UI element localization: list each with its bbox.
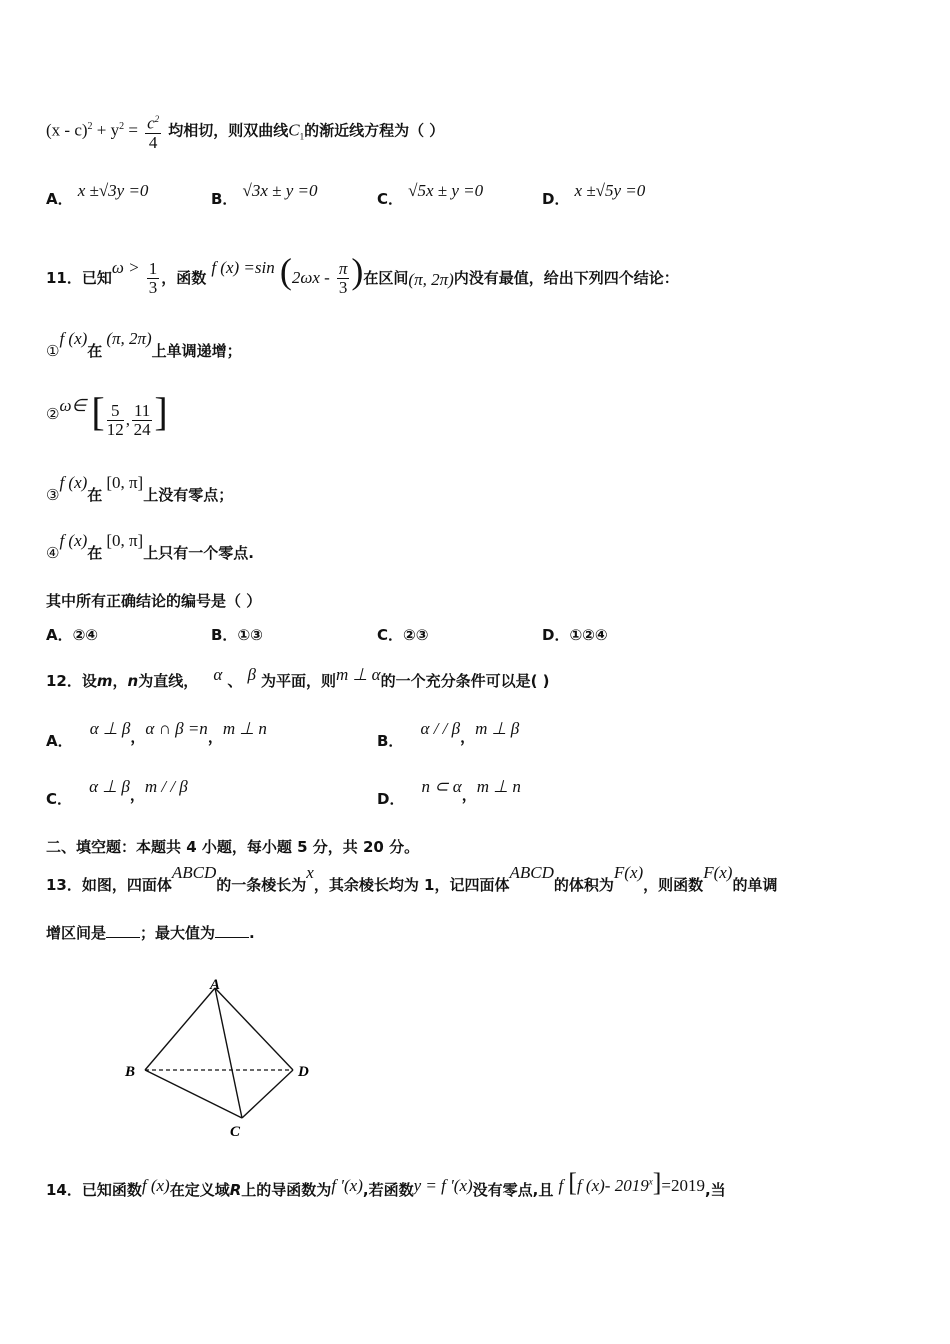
q13-line-2: 增区间是 ；最大值为 . <box>46 924 255 942</box>
func-expression: f (x) =sin <box>211 258 275 277</box>
vertex-c-label: C <box>230 1124 241 1140</box>
q12-option-c[interactable]: C． α ⊥ β，m / / β <box>46 777 188 808</box>
curve-c1: C <box>288 120 300 140</box>
conclusion-3: ③f (x)在[0, π]上没有零点； <box>46 473 234 504</box>
q11-stem: 11．已知ω > $\frac{1}{3}$ ，函数 f (x) =sin (2ωx - $\frac{\pi}{3}$ )在区间(π, 2π)内没有最值，给出下列四个结论： <box>46 251 679 297</box>
q12-stem: 12．设m，n为直线， α 、 β 为平面，则m ⊥ α的一个充分条件可以是( ) <box>46 665 550 690</box>
q10-option-c[interactable]: C． √5x ± y =0 <box>377 181 484 208</box>
one-third-fraction: $\frac{1}{3}$ <box>148 259 158 297</box>
vertex-d-label: D <box>298 1064 309 1080</box>
q10-equation-line: $(x - c)^2 + y^2$ = $\frac{c^2}{4}$ 均相切，则双曲线$C_1$的渐近线方程为（ ） <box>46 110 444 152</box>
vertex-b-label: B <box>125 1064 136 1080</box>
vertex-a-label: A <box>210 977 221 993</box>
q11-option-a[interactable]: A．②④ <box>46 626 99 644</box>
circle-equation-left: (x - c) <box>46 120 88 140</box>
q12-option-d[interactable]: D． n ⊂ α，m ⊥ n <box>377 777 521 808</box>
answer-blank-interval[interactable] <box>106 923 140 938</box>
tetrahedron-figure <box>118 970 328 1142</box>
edge-ab <box>145 988 215 1070</box>
conclusion-2: ②ω∈ [ $\frac{5}{12}$ , $\frac{11}{24}$ ] <box>46 389 168 439</box>
q11-option-d[interactable]: D．①②④ <box>542 626 608 644</box>
edge-bc <box>145 1070 242 1118</box>
conclusion-1: ①f (x)在(π, 2π)上单调递增； <box>46 329 242 360</box>
q11-number: 11．已知 <box>46 269 112 287</box>
q14-stem: 14．已知函数f (x)在定义域R上的导函数为f ′(x),若函数y = f ′(x)没有零点,且 f [f (x)- $2019^x]=2019$,当 <box>46 1168 726 1199</box>
q12-option-a[interactable]: A． α ⊥ β，α ∩ β =n，m ⊥ n <box>46 719 267 750</box>
q11-option-b[interactable]: B．①③ <box>211 626 263 644</box>
q10-option-d[interactable]: D． x ±√5y =0 <box>542 181 646 208</box>
q10-option-b[interactable]: B． √3x ± y =0 <box>211 181 318 208</box>
answer-blank-max[interactable] <box>215 923 249 938</box>
circle-equation-mid: + y <box>92 120 120 140</box>
q10-option-a[interactable]: A． x ±√3y =0 <box>46 181 149 208</box>
q10-text-asymptote: 的渐近线方程为（ ） <box>304 121 445 140</box>
section-2-title: 二、填空题：本题共 4 小题，每小题 5 分，共 20 分。 <box>46 838 420 856</box>
q10-text-tangent: 均相切，则双曲线 <box>168 121 289 140</box>
q11-question: 其中所有正确结论的编号是（ ） <box>46 592 262 610</box>
edge-cd <box>242 1070 293 1118</box>
c2-over-4-fraction: $\frac{c^2}{4}$ <box>145 110 161 152</box>
q13-stem: 13．如图，四面体ABCD的一条棱长为x，其余棱长均为 1，记四面体ABCD的体积为F(x)，则函数F(x)的单调 <box>46 863 778 894</box>
q12-option-b[interactable]: B． α / / β，m ⊥ β <box>377 719 520 750</box>
q11-option-c[interactable]: C．②③ <box>377 626 429 644</box>
edge-ac <box>215 988 242 1118</box>
edge-ad <box>215 988 293 1070</box>
conclusion-4: ④f (x)在[0, π]上只有一个零点. <box>46 531 254 562</box>
